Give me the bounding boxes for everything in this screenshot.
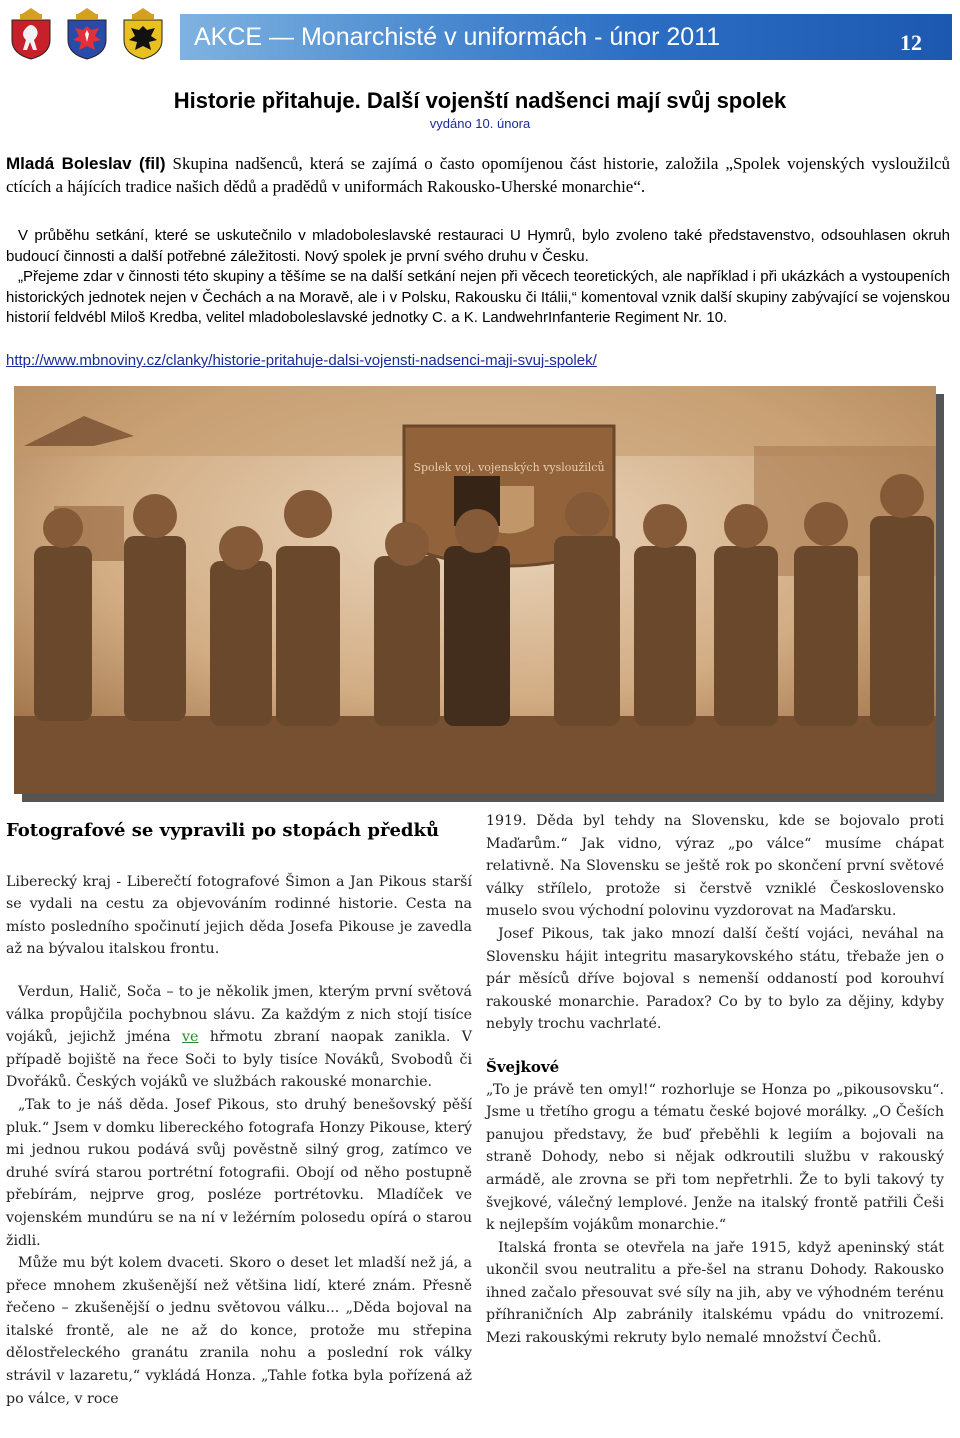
paragraph: 1919. Děda byl tehdy na Slovensku, kde se bojovalo proti Maďarům.“ Jak vidno, výraz „po válce“ musíme chápat relativně. Na Slovensku se ještě rok po skončení první světové války střílelo, protože si čerstvě vzniklé Československo muselo svou východní polovinu vyzdorovat na Maďarsku.: [486, 813, 944, 920]
group-photo-image: [14, 386, 936, 794]
page-number: 12: [900, 30, 922, 55]
subheading: Švejkové: [486, 1057, 560, 1076]
page-header: [0, 0, 952, 62]
bohemia-lion-shield-icon: [8, 6, 54, 60]
paragraph: Josef Pikous, tak jako mnozí další čeští vojáci, neváhal na Slovensku hájit integritu masarykovského státu, třebaže jen o pár měsíců dříve bojoval s nemenší oddaností pod korouhví rakouské monarchie. Paradox? Co by to bylo za dějiny, kdyby nebyly trochu vachrlaté.: [486, 925, 944, 1033]
moravia-eagle-shield-icon: [64, 6, 110, 60]
header-title: AKCE — Monarchisté v uniformách - únor 2011: [194, 23, 721, 51]
article2-right-column: [486, 810, 944, 1350]
photo-banner-text: Spolek voj. vojenských vysloužilců: [413, 461, 605, 474]
article-date: vydáno 10. února: [429, 116, 531, 131]
article-body: [6, 226, 950, 329]
paragraph: Italská fronta se otevřela na jaře 1915, když apeninský stát ukončil svou neutralitu a pře-šel na stranu Dohody. Rakousko ihned začalo přesouvat své síly na jih, aby ve výhodném terénu příhraničních Alp zabránily italskému vpádu do vnitrozemí. Mezi rakouskými rekruty bylo nemalé množství Čechů.: [486, 1239, 944, 1347]
paragraph: „Přejeme zdar v činnosti této skupiny a těšíme se na další setkání nejen při věcech teoretických, ale například i při ukázkách a vystoupeních historických jednotek nejen v Čechách a na Moravě, ale i v Polsku, Rakousku či Itálii,“ komentoval vznik další skupiny zabývající se vojenskou historií feldvébl Miloš Kredba, velitel mladoboleslavské jednotky C. a K. LandwehrInfanterie Regiment Nr. 10.: [6, 268, 950, 326]
article2-headline: Fotografové se vypravili po stopách předků: [6, 820, 440, 841]
paragraph: „Tak to je náš děda. Josef Pikous, sto druhý benešovský pěší pluk.“ Jsem v domku libereckého fotografa Honzy Pikouse, který mi jednou rukou podává svůj pověstně silný grog, zatímco ve druhé svírá starou portrétní fotografii. Obojí od něho postupně přebírám, nejprve grog, posléze portrétovku. Mladíček ve vojenském mundúru se na ní v ležérním polosedu opírá o starou židli.: [6, 1096, 472, 1249]
article2-left-column: [6, 820, 472, 1410]
group-photo: [14, 386, 936, 794]
inline-link[interactable]: ve: [182, 1029, 199, 1046]
paragraph: V průběhu setkání, které se uskutečnilo v mladoboleslavské restauraci U Hymrů, bylo zvoleno také představenstvo, odsouhlasen okruh budoucí činnosti a další potřebné záležitosti. Nový spolek je první svého druhu v Česku.: [6, 227, 950, 265]
lead-text: Skupina nadšenců, která se zajímá o často opomíjenou část historie, založila „Spolek vojenských vysloužilců ctících a hájících tradice našich dědů a pradědů v uniformách Rakousko-Uherské monarchie“.: [6, 154, 950, 196]
paragraph: Verdun, Halič, Soča – to je několik jmen, kterým první světová válka propůjčila pochybnou slávu. Za každým z nich stojí tisíce vojáků, jejichž jména ve hřmotu zbraní naopak zanikla. V případě bojiště na řece Soči to byly tisíce Nováků, Svobodů či Dvořáků. Českých vojáků ve službách rakouské monarchie.: [6, 983, 472, 1091]
source-link[interactable]: http://www.mbnoviny.cz/clanky/historie-pritahuje-dalsi-vojensti-nadsenci-maji-svuj-spolek/: [6, 352, 597, 369]
paragraph: „To je právě ten omyl!“ rozhorluje se Honza po „pikousovsku“. Jsme u třetího grogu a tématu české bojové morálky. „O Češích panujou představy, že buď přeběhli k legiím a bojovali na straně Dohody, nebo si nějak odkroutili službu v rakouský armádě, ale zrovna se při tom nepřetrhli. Že to byli takový ty švejkové, válečný lemplové. Jenže na italský frontě patřili Češi k nejlepším vojákům monarchie.“: [486, 1081, 944, 1234]
paragraph: Může mu být kolem dvaceti. Skoro o deset let mladší než já, a přece mnohem zkušenější než většina lidí, které znám. Přesně řečeno – zkušenější o jednu světovou válku... „Děda bojoval na italské frontě, ale ne až do konce, protože mu střepina dělostřeleckého granátu zranila nohu a poslední rok války strávil v lazaretu,“ vykládá Honza. „Tahle fotka byla pořízená až po válce, v roce: [6, 1255, 472, 1407]
paragraph: Liberecký kraj - Liberečtí fotografové Šimon a Jan Pikous starší se vydali na cestu za objevováním rodinné historie. Cesta na místo posledního spočinutí jejich děda Josefa Pikouse je zavedla až na bývalou italskou frontu.: [6, 873, 472, 958]
article-headline: Historie přitahuje. Další vojenští nadšenci mají svůj spolek: [173, 88, 787, 113]
lead-dateline: Mladá Boleslav (fil): [6, 154, 166, 173]
article-lead: [6, 152, 950, 198]
silesia-eagle-shield-icon: [120, 6, 166, 60]
emblems: [2, 2, 180, 60]
header-banner: [180, 14, 952, 60]
